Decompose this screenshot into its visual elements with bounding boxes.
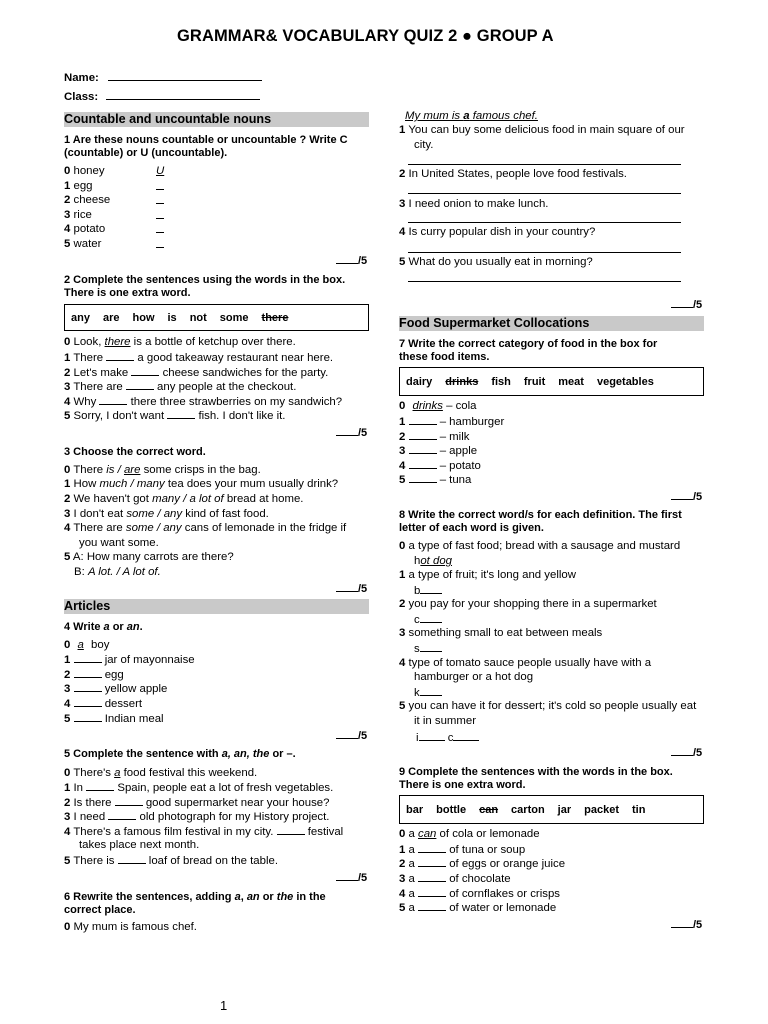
q3-line: 2 We haven't got many / a lot of bread at home. — [64, 493, 304, 505]
q5-line: 4 There's a famous film festival in my city. festival — [64, 826, 344, 838]
q3-line: B: A lot. / A lot of. — [74, 566, 161, 578]
q9-line: 3 a of chocolate — [399, 873, 511, 885]
q2-line: 1 There a good takeaway restaurant near here. — [64, 352, 334, 364]
q8-answer: i c — [416, 730, 479, 745]
q9-line: 0 a can of cola or lemonade — [399, 828, 540, 840]
word-box-q9: bar bottle can carton jar packet tin — [399, 795, 704, 824]
score-q7: /5 — [671, 490, 702, 503]
q8-line: hamburger or a hot dog — [414, 671, 534, 683]
q5-line: 2 Is there good supermarket near your house? — [64, 797, 330, 809]
q7-line: 4 – potato — [399, 460, 481, 472]
q6-line: 5 What do you usually eat in morning? — [399, 256, 593, 268]
q2-line: 4 Why there three strawberries on my sandwich? — [64, 396, 343, 408]
q8-answer: k — [414, 685, 442, 700]
q6-example: My mum is a famous chef. — [405, 110, 538, 122]
list-item: 4 potato — [64, 222, 105, 236]
score-q5: /5 — [336, 871, 367, 884]
q5-line: 5 There is loaf of bread on the table. — [64, 855, 278, 867]
page-number: 1 — [220, 998, 228, 1013]
section-countable: Countable and uncountable nouns — [64, 112, 369, 127]
q4-line: 3 yellow apple — [64, 683, 168, 695]
score-q3: /5 — [336, 582, 367, 595]
q6-line: 0 My mum is famous chef. — [64, 921, 197, 933]
name-field: Name: — [64, 72, 262, 84]
score-q2: /5 — [336, 426, 367, 439]
q2-line: 5 Sorry, I don't want fish. I don't like it. — [64, 410, 286, 422]
q8-line: 5 you can have it for dessert; it's cold so people usually eat — [399, 700, 697, 712]
q3-line: 5 A: How many carrots are there? — [64, 551, 234, 563]
q7-heading: 7 Write the correct category of food in the box for these food items. — [399, 338, 658, 363]
q9-heading: 9 Complete the sentences with the words in the box. There is one extra word. — [399, 766, 673, 791]
q3-line: 4 There are some / any cans of lemonade in the fridge if — [64, 522, 347, 534]
q2-line: 0 Look, there is a bottle of ketchup over there. — [64, 336, 296, 348]
q8-line: 0 a type of fast food; bread with a sausage and mustard — [399, 540, 681, 552]
q8-line: 3 something small to eat between meals — [399, 627, 603, 639]
q7-line: 3 – apple — [399, 445, 478, 457]
q8-answer: hot dog — [414, 555, 453, 567]
q4-line: 2 egg — [64, 669, 124, 681]
class-field: Class: — [64, 91, 260, 103]
q4-line: 5 Indian meal — [64, 713, 164, 725]
q2-line: 2 Let's make cheese sandwiches for the party. — [64, 367, 329, 379]
q4-heading: 4 Write a or an. — [64, 621, 143, 633]
q6-line: 2 In United States, people love food festivals. — [399, 168, 627, 180]
q7-line: 2 – milk — [399, 431, 470, 443]
q2-heading: 2 Complete the sentences using the words in the box. There is one extra word. — [64, 274, 346, 299]
q9-line: 2 a of eggs or orange juice — [399, 858, 566, 870]
q5-line: 1 In Spain, people eat a lot of fresh vegetables. — [64, 782, 334, 794]
q8-answer: s — [414, 641, 442, 656]
q6-line: city. — [414, 139, 434, 151]
list-item: 5 water — [64, 237, 101, 251]
answer-line[interactable] — [408, 193, 681, 194]
q8-line: 4 type of tomato sauce people usually have with a — [399, 657, 652, 669]
q8-line: it in summer — [414, 715, 477, 727]
score-q8: /5 — [671, 746, 702, 759]
q5-line: 3 I need old photograph for my History project. — [64, 811, 330, 823]
list-item: 0 honey U — [64, 165, 165, 177]
q9-line: 5 a of water or lemonade — [399, 902, 557, 914]
answer-line[interactable] — [408, 252, 681, 253]
q3-heading: 3 Choose the correct word. — [64, 446, 206, 458]
page-title: GRAMMAR& VOCABULARY QUIZ 2 ● GROUP A — [177, 27, 554, 45]
score-q1: /5 — [336, 254, 367, 267]
q4-line: 1 jar of mayonnaise — [64, 654, 195, 666]
score-q9: /5 — [671, 918, 702, 931]
q2-line: 3 There are any people at the checkout. — [64, 381, 297, 393]
q5-line: takes place next month. — [79, 839, 200, 851]
word-box-q7: dairy drinks fish fruit meat vegetables — [399, 367, 704, 396]
q8-answer: c — [414, 612, 442, 627]
q6-line: 1 You can buy some delicious food in main square of our — [399, 124, 685, 136]
list-item: 3 rice — [64, 208, 92, 222]
q7-line: 5 – tuna — [399, 474, 472, 486]
list-item: 1 egg — [64, 179, 93, 193]
answer-line[interactable] — [408, 164, 681, 165]
q8-line: 1 a type of fruit; it's long and yellow — [399, 569, 576, 581]
q8-heading: 8 Write the correct word/s for each definition. The first letter of each word is given. — [399, 509, 682, 534]
word-box-q2: any are how is not some there — [64, 304, 369, 331]
q6-line: 3 I need onion to make lunch. — [399, 198, 549, 210]
q5-heading: 5 Complete the sentence with a, an, the or –. — [64, 748, 296, 760]
q3-line: 3 I don't eat some / any kind of fast food. — [64, 508, 269, 520]
q8-answer: b — [414, 583, 442, 598]
answer-line[interactable] — [408, 281, 681, 282]
q9-line: 4 a of cornflakes or crisps — [399, 888, 560, 900]
q1-heading: 1 Are these nouns countable or uncountable ? Write C (countable) or U (uncountable). — [64, 134, 348, 159]
q3-line: 1 How much / many tea does your mum usually drink? — [64, 478, 339, 490]
score-q4: /5 — [336, 729, 367, 742]
q8-line: 2 you pay for your shopping there in a supermarket — [399, 598, 657, 610]
q4-line: 0 a boy — [64, 639, 110, 651]
q6-line: 4 Is curry popular dish in your country? — [399, 226, 596, 238]
answer-line[interactable] — [408, 222, 681, 223]
q3-line: you want some. — [79, 537, 159, 549]
section-articles: Articles — [64, 599, 369, 614]
q7-line: 0 drinks – cola — [399, 400, 477, 412]
q6-heading: 6 Rewrite the sentences, adding a, an or the in the correct place. — [64, 891, 326, 916]
section-food: Food Supermarket Collocations — [399, 316, 704, 331]
q4-line: 4 dessert — [64, 698, 143, 710]
list-item: 2 cheese — [64, 193, 110, 207]
score-q6: /5 — [671, 298, 702, 311]
q3-line: 0 There is / are some crisps in the bag. — [64, 464, 261, 476]
q7-line: 1 – hamburger — [399, 416, 505, 428]
q9-line: 1 a of tuna or soup — [399, 844, 526, 856]
q5-line: 0 There's a food festival this weekend. — [64, 767, 258, 779]
